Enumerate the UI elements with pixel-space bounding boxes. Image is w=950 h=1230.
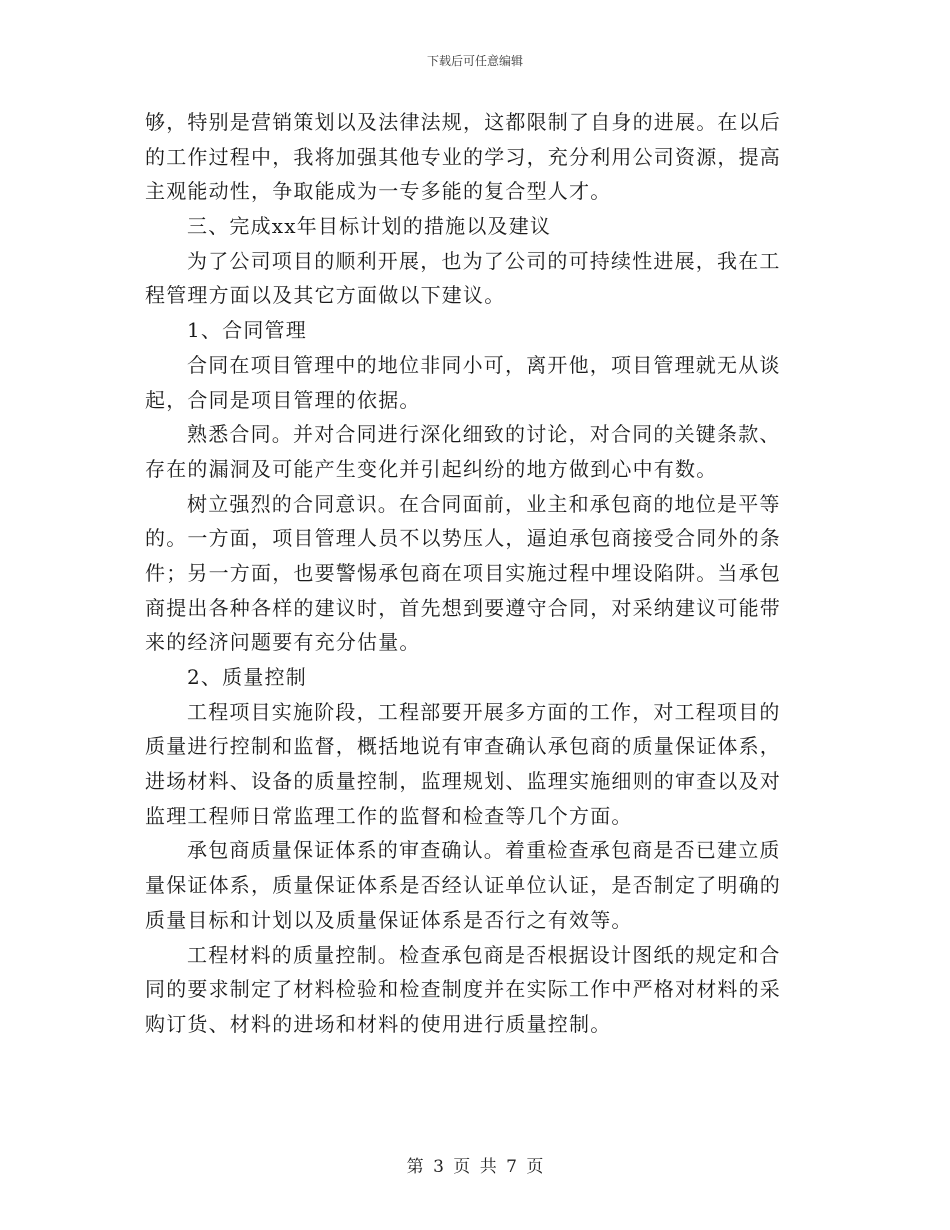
text-line: 存在的漏洞及可能产生变化并引起纠纷的地方做到心中有数。 (145, 456, 718, 481)
text-line: 工程材料的质量控制。检查承包商是否根据设计图纸的规定和合 (187, 942, 781, 967)
text-line: 熟悉合同。并对合同进行深化细致的讨论，对合同的关键条款、 (187, 422, 781, 447)
page-footer: 第 3 页 共 7 页 (406, 1157, 544, 1177)
text-line: 监理工程师日常监理工作的监督和检查等几个方面。 (145, 803, 633, 828)
text-line: 的。一方面，项目管理人员不以势压人，逼迫承包商接受合同外的条 (145, 526, 781, 551)
text-line: 合同在项目管理中的地位非同小可，离开他，项目管理就无从谈 (187, 352, 781, 377)
page-header: 下载后可任意编辑 (426, 54, 523, 68)
text-line: 量保证体系，质量保证体系是否经认证单位认证，是否制定了明确的 (145, 873, 781, 898)
text-line: 工程项目实施阶段，工程部要开展多方面的工作，对工程项目的 (187, 699, 781, 724)
text-line: 树立强烈的合同意识。在合同面前，业主和承包商的地位是平等 (187, 491, 781, 516)
text-line: 主观能动性，争取能成为一专多能的复合型人才。 (145, 179, 612, 204)
text-line: 件；另一方面，也要警惕承包商在项目实施过程中埋设陷阱。当承包 (145, 560, 781, 585)
text-line: 质量目标和计划以及质量保证体系是否行之有效等。 (145, 907, 633, 932)
text-line: 进场材料、设备的质量控制，监理规划、监理实施细则的审查以及对 (145, 769, 781, 794)
text-line: 够，特别是营销策划以及法律法规，这都限制了自身的进展。在以后 (145, 110, 781, 134)
text-line: 的工作过程中，我将加强其他专业的学习，充分利用公司资源，提高 (145, 144, 781, 169)
text-line: 购订货、材料的进场和材料的使用进行质量控制。 (145, 1011, 612, 1036)
text-line: 2、质量控制 (187, 665, 307, 689)
text-line: 来的经济问题要有充分估量。 (145, 630, 421, 655)
text-line: 为了公司项目的顺利开展，也为了公司的可持续性进展，我在工 (187, 248, 781, 273)
text-line: 商提出各种各样的建议时，首先想到要遵守合同，对采纳建议可能带 (145, 595, 781, 620)
text-line: 1、合同管理 (187, 318, 307, 343)
text-line: 起，合同是项目管理的依据。 (145, 387, 421, 412)
text-line: 三、完成xx年目标计划的措施以及建议 (187, 214, 552, 239)
text-line: 质量进行控制和监督，概括地说有审查确认承包商的质量保证体系， (145, 734, 781, 759)
document-body (145, 105, 805, 1042)
text-line: 承包商质量保证体系的审查确认。着重检查承包商是否已建立质 (187, 838, 781, 863)
text-line: 程管理方面以及其它方面做以下建议。 (145, 283, 506, 308)
text-line: 同的要求制定了材料检验和检查制度并在实际工作中严格对材料的采 (145, 977, 781, 1002)
